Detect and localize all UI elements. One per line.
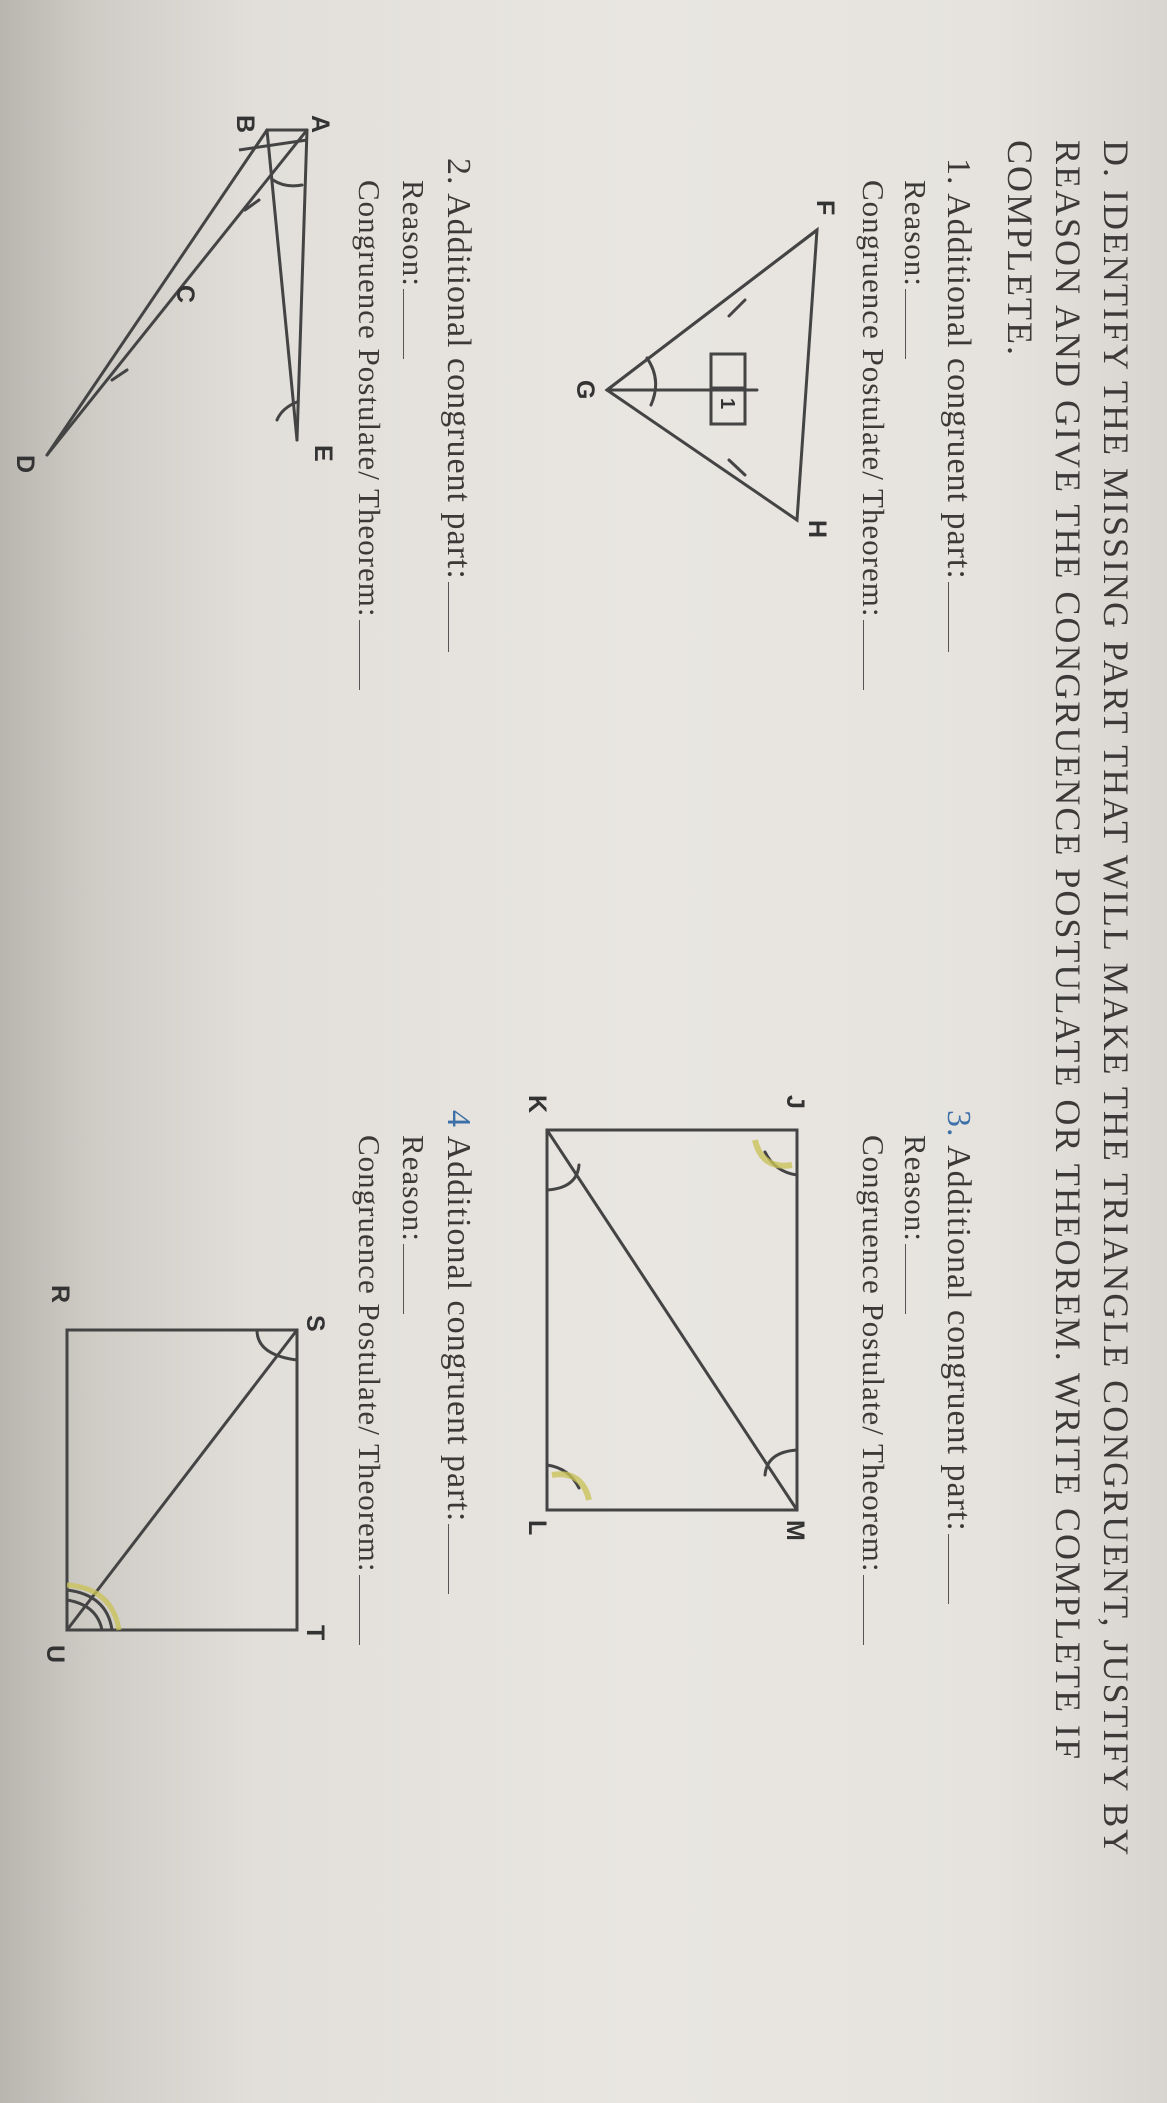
vertex-label-t: T	[301, 1625, 329, 1641]
postulate-label: Congruence Postulate/ Theorem:	[856, 180, 891, 618]
question-number: 3.	[940, 1110, 977, 1138]
postulate-answer-blank[interactable]	[863, 620, 864, 690]
question-number: 1.	[940, 158, 977, 186]
triangle-figure-fgh	[517, 140, 847, 580]
reason-answer-blank[interactable]	[905, 1244, 906, 1314]
vertex-label-m: M	[781, 1520, 809, 1541]
instruction-line-2: REASON AND GIVE THE CONGRUENCE POSTULATE OR THEOREM. WRITE COMPLETE IF	[1048, 140, 1088, 1762]
vertex-label-u: U	[41, 1645, 69, 1664]
vertex-label-k: K	[523, 1095, 551, 1114]
part-label: Additional congruent part:	[940, 1145, 977, 1532]
reason-answer-blank[interactable]	[403, 289, 404, 359]
vertex-label-s: S	[301, 1315, 329, 1332]
vertex-label-d: D	[11, 455, 39, 474]
reason-label: Reason:	[898, 180, 933, 287]
vertex-label-r: R	[46, 1285, 74, 1304]
part-answer-blank[interactable]	[948, 1534, 949, 1604]
part-label: Additional congruent part:	[440, 1135, 477, 1523]
instruction-line-3: COMPLETE.	[1000, 140, 1040, 358]
part-answer-blank[interactable]	[948, 582, 949, 652]
rectangle-figure-jklm	[517, 1080, 847, 1580]
postulate-answer-blank[interactable]	[359, 1575, 360, 1645]
vertex-label-g: H	[803, 520, 831, 539]
vertex-label-l: L	[523, 1520, 551, 1536]
rectangle-figure-rstu	[7, 1270, 337, 1690]
reason-label: Reason:	[396, 1135, 431, 1242]
postulate-label: Congruence Postulate/ Theorem:	[352, 1135, 387, 1573]
reason-label: Reason:	[396, 180, 431, 287]
vertex-label-f: F	[811, 200, 839, 216]
postulate-label: Congruence Postulate/ Theorem:	[352, 180, 387, 618]
vertex-label-h: G	[571, 380, 599, 400]
vertex-label-j: J	[781, 1095, 809, 1109]
instruction-line-1: D. IDENTIFY THE MISSING PART THAT WILL MAKE THE TRIANGLE CONGRUENT, JUSTIFY BY	[1096, 140, 1136, 1858]
reason-answer-blank[interactable]	[403, 1244, 404, 1314]
triangle-figure-abcde	[7, 110, 337, 490]
postulate-answer-blank[interactable]	[359, 620, 360, 690]
vertex-label-e: E	[309, 445, 337, 462]
part-label: Additional congruent part:	[440, 193, 477, 580]
reason-label: Reason:	[898, 1135, 933, 1242]
vertex-label-c: C	[171, 285, 199, 304]
vertex-label-b: B	[231, 115, 259, 134]
part-label: Additional congruent part:	[940, 193, 977, 580]
angle-mark-1: 1	[716, 398, 738, 410]
postulate-answer-blank[interactable]	[863, 1575, 864, 1645]
question-number: 4	[440, 1110, 477, 1128]
part-answer-blank[interactable]	[448, 582, 449, 652]
postulate-label: Congruence Postulate/ Theorem:	[856, 1135, 891, 1573]
vertex-label-a: A	[306, 115, 334, 134]
part-answer-blank[interactable]	[448, 1524, 449, 1594]
reason-answer-blank[interactable]	[905, 289, 906, 359]
question-number: 2.	[440, 158, 477, 186]
